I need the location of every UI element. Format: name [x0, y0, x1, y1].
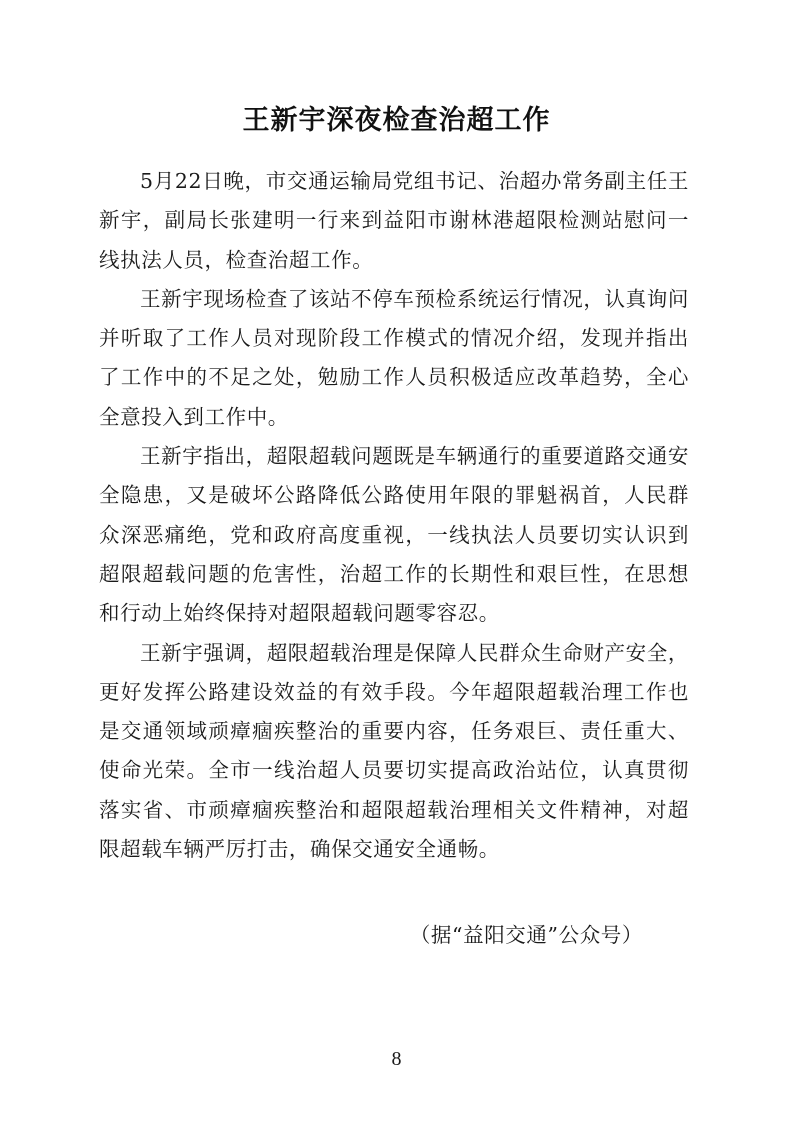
- source-attribution: （据“益阳交通”公众号）: [409, 923, 643, 947]
- article-title: 王新宇深夜检查治超工作: [242, 105, 551, 136]
- paragraph-1: 5月22日晚，市交通运输局党组书记、治超办常务副主任王新宇，副局长张建明一行来到益阳市谢林港超限检测站慰问一线执法人员，检查治超工作。: [99, 169, 689, 272]
- paragraph-3: 王新宇指出，超限超载问题既是车辆通行的重要道路交通安全隐患，又是破坏公路降低公路使用年限的罪魁祸首，人民群众深恶痛绝，党和政府高度重视，一线执法人员要切实认识到超限超载问题的危害性，治超工作的长期性和艰巨性，在思想和行动上始终保持对超限超载问题零容忍。: [99, 444, 689, 626]
- article-body: [99, 162, 689, 869]
- paragraph-2: 王新宇现场检查了该站不停车预检系统运行情况，认真询问并听取了工作人员对现阶段工作模式的情况介绍，发现并指出了工作中的不足之处，勉励工作人员积极适应改革趋势，全心全意投入到工作中。: [99, 286, 689, 429]
- paragraph-4: 王新宇强调，超限超载治理是保障人民群众生命财产安全，更好发挥公路建设效益的有效手段。今年超限超载治理工作也是交通领域顽瘴痼疾整治的重要内容，任务艰巨、责任重大、使命光荣。全市一线治超人员要切实提高政治站位，认真贯彻落实省、市顽瘴痼疾整治和超限超载治理相关文件精神，对超限超载车辆严厉打击，确保交通安全通畅。: [99, 640, 689, 862]
- page-number: 8: [391, 1048, 402, 1070]
